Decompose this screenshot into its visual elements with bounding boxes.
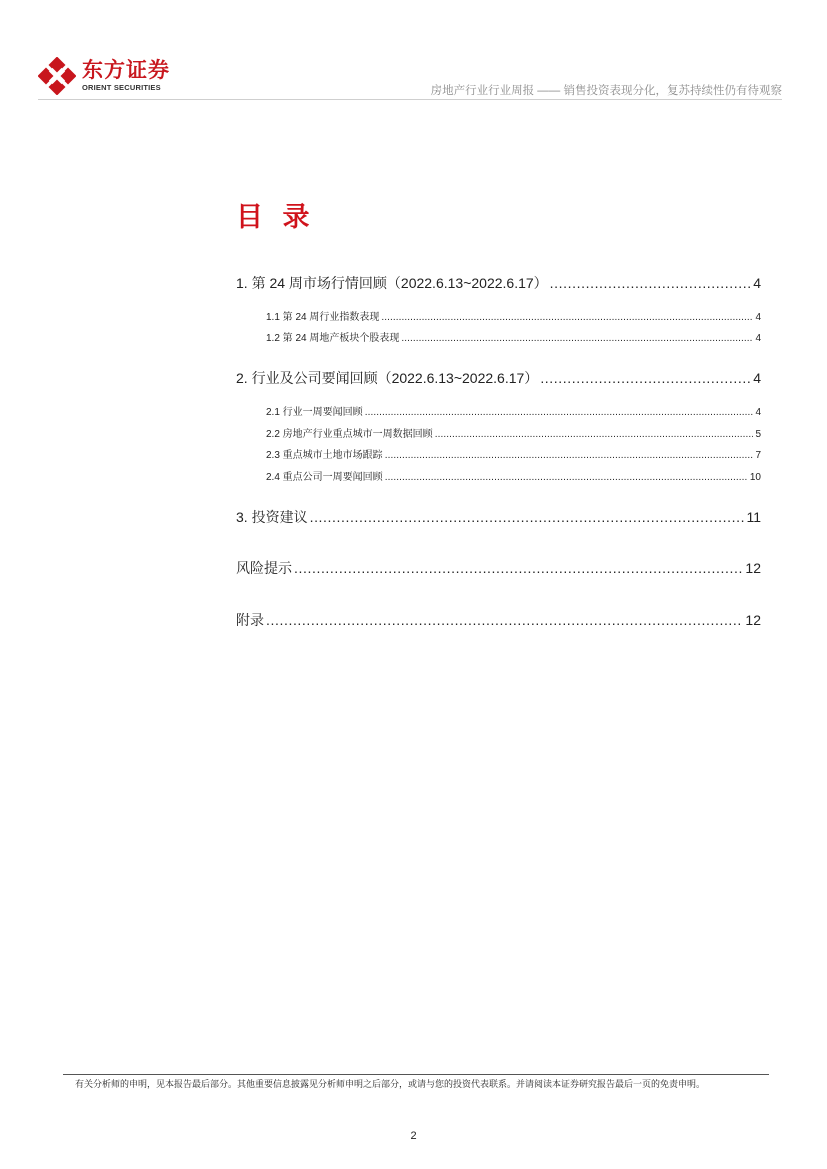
toc-leader	[540, 370, 751, 386]
toc-entry-page: 11	[746, 509, 761, 525]
toc-entry[interactable]	[266, 308, 761, 323]
report-title: 房地产行业行业周报 —— 销售投资表现分化，复苏持续性仍有待观察	[430, 85, 782, 97]
toc-entry-page: 12	[745, 560, 761, 576]
toc-entry[interactable]	[266, 468, 761, 483]
toc-entry[interactable]	[236, 368, 761, 388]
toc-entry-page: 4	[753, 370, 761, 386]
company-logo	[38, 57, 170, 95]
toc-entry-page: 4	[755, 407, 761, 418]
toc-leader	[381, 312, 753, 323]
toc-entry[interactable]	[236, 610, 761, 630]
logo-name-en: ORIENT SECURITIES	[82, 83, 161, 93]
page-number: 2	[410, 1130, 417, 1142]
toc-entry-page: 4	[755, 312, 761, 323]
toc-entry-title: 1.1 第 24 周行业指数表现	[266, 312, 380, 323]
toc-leader	[266, 612, 743, 628]
toc-entry-title: 附录	[236, 612, 264, 628]
toc-leader	[385, 450, 754, 461]
logo-name-cn: 东方证券	[82, 59, 170, 83]
toc-entry-title: 3. 投资建议	[236, 509, 308, 525]
toc-leader	[401, 333, 753, 344]
toc-leader	[310, 509, 745, 525]
toc-entry[interactable]	[236, 273, 761, 293]
toc-entry-title: 2.2 房地产行业重点城市一周数据回顾	[266, 429, 433, 440]
toc-entry-page: 4	[753, 275, 761, 291]
toc-heading: 目 录	[236, 202, 316, 232]
toc-entry[interactable]	[236, 558, 761, 578]
toc-entry-title: 2.4 重点公司一周要闻回顾	[266, 472, 383, 483]
toc-leader	[550, 275, 752, 291]
toc-leader	[365, 407, 754, 418]
toc-leader	[294, 560, 743, 576]
toc-entry-title: 2. 行业及公司要闻回顾（2022.6.13~2022.6.17）	[236, 370, 539, 386]
toc-entry-page: 12	[745, 612, 761, 628]
header-divider	[38, 99, 782, 100]
toc-entry-title: 2.3 重点城市土地市场跟踪	[266, 450, 383, 461]
toc-entry-title: 2.1 行业一周要闻回顾	[266, 407, 363, 418]
toc-entry-title: 风险提示	[236, 560, 292, 576]
toc-entry-title: 1. 第 24 周市场行情回顾（2022.6.13~2022.6.17）	[236, 275, 548, 291]
toc-entry-page: 5	[755, 429, 761, 440]
toc-leader	[385, 472, 748, 483]
toc-entry[interactable]	[266, 446, 761, 461]
footer-divider	[63, 1074, 769, 1075]
toc-entry[interactable]	[236, 507, 761, 527]
toc-entry-page: 4	[755, 333, 761, 344]
footer-disclaimer: 有关分析师的申明，见本报告最后部分。其他重要信息披露见分析师申明之后部分，或请与您的投资代表联系。并请阅读本证券研究报告最后一页的免责申明。	[75, 1079, 706, 1089]
logo-mark-icon	[38, 57, 76, 95]
toc-entry[interactable]	[266, 425, 761, 440]
toc-entry[interactable]	[266, 403, 761, 418]
toc-entry-title: 1.2 第 24 周地产板块个股表现	[266, 333, 400, 344]
toc-entry-page: 10	[749, 472, 761, 483]
toc-entry[interactable]	[266, 329, 761, 344]
toc-entry-page: 7	[755, 450, 761, 461]
toc-leader	[435, 429, 754, 440]
